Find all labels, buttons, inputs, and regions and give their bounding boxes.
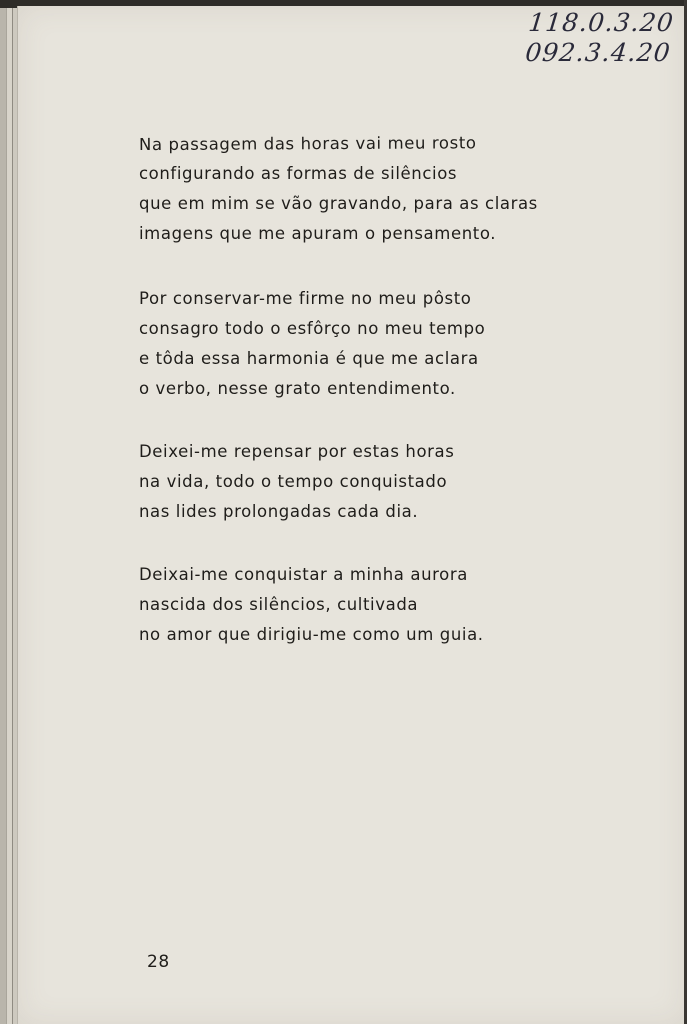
- poem-line: o verbo, nesse grato entendimento.: [139, 379, 456, 398]
- shelfmark-line: 092.3.4.20: [523, 38, 672, 67]
- poem-line: configurando as formas de silêncios: [139, 164, 458, 183]
- poem-line: que em mim se vão gravando, para as claras: [139, 194, 538, 213]
- poem-line: e tôda essa harmonia é que me aclara: [139, 349, 479, 368]
- poem-line: Deixai-me conquistar a minha aurora: [139, 565, 468, 584]
- shelfmark-line: 118.0.3.20: [526, 8, 676, 37]
- poem-stanza: [139, 560, 484, 650]
- poem-line: consagro todo o esfôrço no meu tempo: [139, 319, 486, 338]
- poem-stanza: [139, 129, 538, 249]
- poem-line: nas lides prolongadas cada dia.: [139, 502, 419, 521]
- handwritten-shelfmark: [524, 8, 675, 68]
- poem-line: imagens que me apuram o pensamento.: [139, 224, 497, 243]
- poem-stanza: [139, 437, 454, 527]
- poem-line: nascida dos silêncios, cultivada: [139, 595, 419, 614]
- book-page: [17, 6, 686, 1024]
- poem-line: Por conservar-me firme no meu pôsto: [139, 289, 472, 308]
- poem-line: na vida, todo o tempo conquistado: [139, 472, 448, 491]
- poem-line: Na passagem das horas vai meu rosto: [138, 133, 477, 155]
- page-number: 28: [147, 952, 170, 972]
- poem-line: no amor que dirigiu-me como um guia.: [139, 625, 484, 644]
- poem-line: Deixei-me repensar por estas horas: [139, 442, 455, 461]
- poem-stanza: [139, 284, 485, 404]
